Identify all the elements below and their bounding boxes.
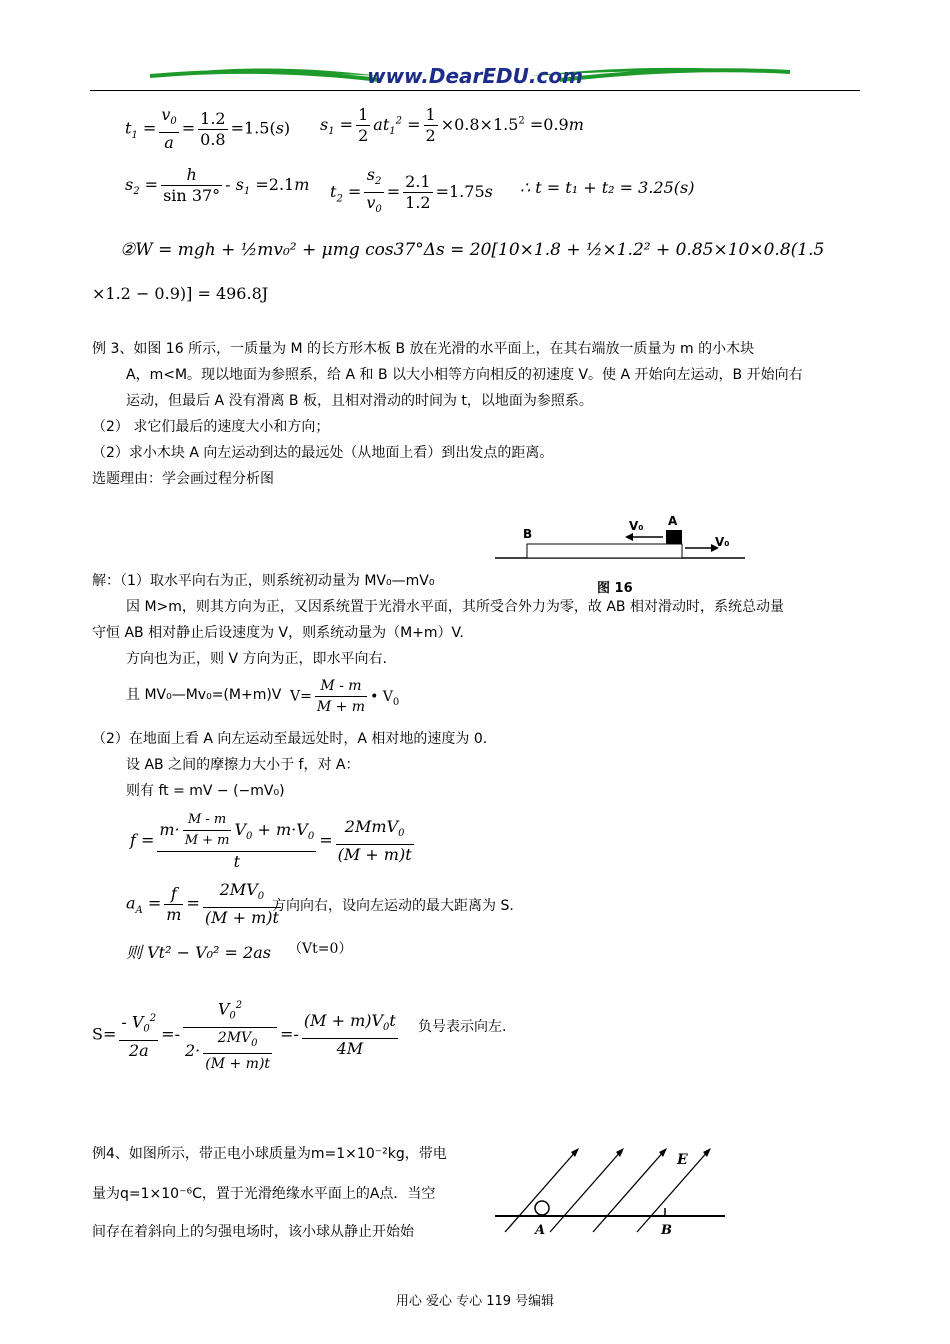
figure-electric-field xyxy=(495,1140,730,1240)
header-rule xyxy=(90,90,860,91)
fig16-label-v0-left: V₀ xyxy=(629,519,644,533)
formula-kinematic: 则 Vt² − V₀² = 2as xyxy=(126,943,271,962)
example3-line1: 例 3、如图 16 所示，一质量为 M 的长方形木板 B 放在光滑的水平面上，在其右端放一质量为 m 的小木块 xyxy=(92,341,755,357)
example3-question1: （2） 求它们最后的速度大小和方向； xyxy=(92,419,330,435)
distance-sign-note: 负号表示向左. xyxy=(418,1019,507,1035)
formula-t2: $t_2$ = $\frac{s_2}{v_0}$ = $\frac{2.1}{1.2}$ =1.75s xyxy=(330,165,493,216)
solution-line1: 解：（1）取水平向右为正，则系统初动量为 MV₀—mV₀ xyxy=(92,573,435,589)
figure-16 xyxy=(495,510,765,600)
equation-v-label: V= xyxy=(290,688,312,705)
formula-friction: f = m· $\frac{M - m}{M + m}$ $V_0 + m\cdot V_0$ t = $\frac{2MmV_0}{(M + m)t}$ xyxy=(130,812,412,871)
solution-part2-line2: 设 AB 之间的摩擦力大小于 f，对 A： xyxy=(126,757,360,773)
formula-s1: $s_1$ = $\frac{1}{2}$ $at_1^2$ = $\frac{1}{2}$ $\times 0.8\times 1.5^2 =0.9m$ xyxy=(320,105,584,145)
label-b: B xyxy=(661,1223,672,1238)
example3-line3: 运动，但最后 A 没有滑离 B 板，且相对滑动的时间为 t，以地面为参照系。 xyxy=(126,393,593,409)
solution-part2-line3: 则有 ft = mV − (−mV₀) xyxy=(126,783,285,799)
formula-t-total: ∴ t = t₁ + t₂ = 3.25(s) xyxy=(520,178,695,197)
solution-part2-line1: （2）在地面上看 A 向左运动至最远处时，A 相对地的速度为 0. xyxy=(92,731,488,747)
solution-line3: 守恒 AB 相对静止后设速度为 V，则系统动量为（M+m）V. xyxy=(92,625,464,641)
charged-ball xyxy=(535,1201,549,1215)
page-footer: 用心 爱心 专心 119 号编辑 xyxy=(395,1294,555,1309)
example4-line1: 例4、如图所示，带正电小球质量为m=1×10⁻²kg，带电 xyxy=(92,1146,447,1162)
example4-line3: 间存在着斜向上的匀强电场时，该小球从静止开始始 xyxy=(92,1224,414,1240)
formula-acceleration: $a_A$ = $\frac{f}{m}$ = $\frac{2MV_0}{(M + m)t}$ xyxy=(126,880,279,928)
formula-s2: $s_2$ = $\frac{h}{\sin 37^\circ}$ - $s_1 =2.1m$ xyxy=(125,165,310,205)
example3-reason: 选题理由：学会画过程分析图 xyxy=(92,471,274,487)
equation-v-result: V= $\frac{M - m}{M + m}$ • $V_0$ xyxy=(290,678,400,715)
acceleration-note: 方向向右，设向左运动的最大距离为 S. xyxy=(272,898,514,914)
site-logo-text[interactable]: www.DearEDU.com xyxy=(367,64,583,88)
fig16-label-b: B xyxy=(523,527,533,541)
kinematic-note: （Vt=0） xyxy=(288,941,353,957)
equation-momentum: 且 MV₀—Mv₀=(M+m)V xyxy=(126,687,282,703)
solution-line4: 方向也为正，则 V 方向为正，即水平向右. xyxy=(126,651,387,667)
solution-line2: 因 M>m，则其方向为正，又因系统置于光滑水平面，其所受合外力为零，故 AB 相对滑动时，系统总动量 xyxy=(126,599,784,615)
block-a xyxy=(666,530,682,544)
example3-question2: （2）求小木块 A 向左运动到达的最远处（从地面上看）到出发点的距离。 xyxy=(92,445,554,461)
formula-work-line1: ②W = mgh + ½mv₀² + μmg cos37°Δs = 20[10×1.8 + ½×1.2² + 0.85×10×0.8(1.5 xyxy=(120,240,825,260)
fig16-caption: 图 16 xyxy=(597,581,633,596)
fig16-label-v0-right: V₀ xyxy=(715,535,730,549)
label-e: E xyxy=(677,1152,688,1168)
example4-line2: 量为q=1×10⁻⁶C，置于光滑绝缘水平面上的A点．当空 xyxy=(92,1186,436,1202)
field-arrowheads xyxy=(571,1148,711,1157)
label-a: A xyxy=(535,1223,546,1238)
example3-line2: A，m<M。现以地面为参照系，给 A 和 B 以大小相等方向相反的初速度 V。使 A 开始向左运动，B 开始向右 xyxy=(126,367,803,383)
formula-t1: $t_1$ = $\frac{v_0}{a}$ = $\frac{1.2}{0.8}$ =1.5(s) xyxy=(125,105,291,153)
formula-distance: S= $\frac{- V_0^2}{2a}$ =- $V_0^2$ 2· $\frac{2MV_0}{(M + m)t}$ =- $\frac{(M + m)V_0t}{4M}$ xyxy=(92,996,401,1074)
board-b xyxy=(527,544,682,558)
fig16-label-a: A xyxy=(668,514,678,528)
formula-work-line2: ×1.2 − 0.9)] = 496.8J xyxy=(92,284,269,303)
